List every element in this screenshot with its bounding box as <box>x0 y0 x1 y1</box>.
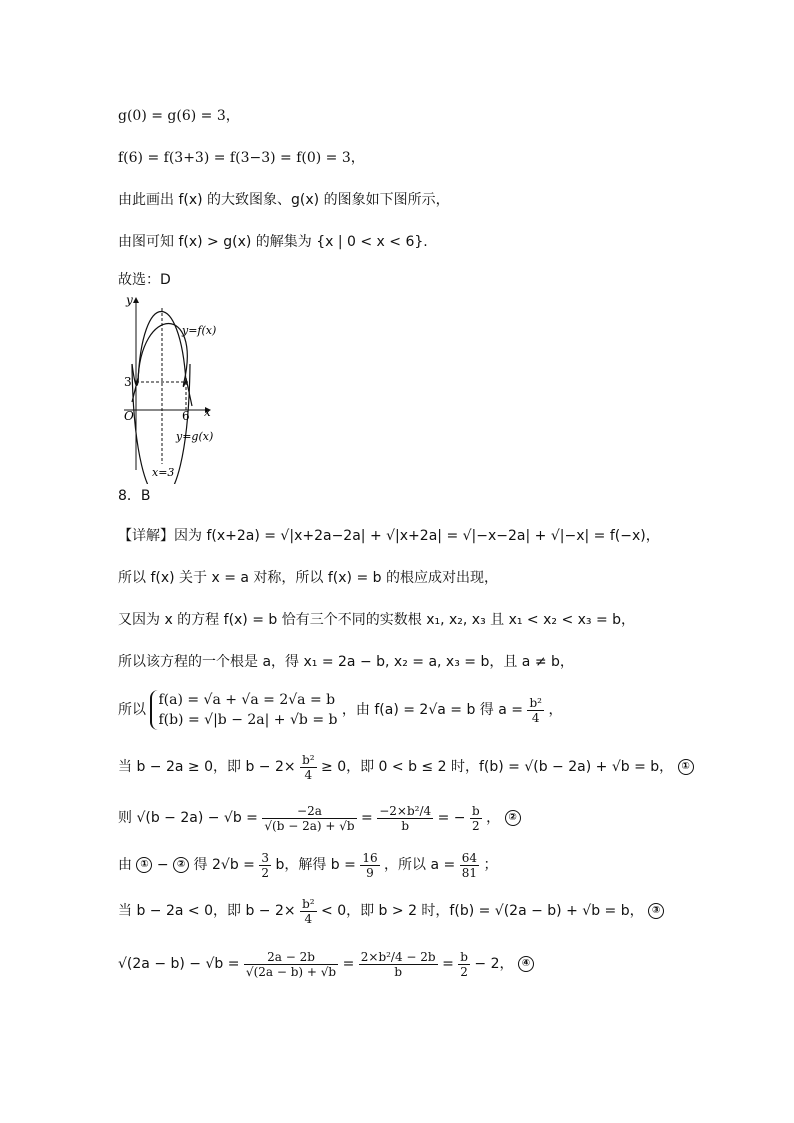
symmetry-label: x=3 <box>152 466 175 479</box>
mark-4: ④ <box>518 956 534 972</box>
mark-2: ② <box>505 810 521 826</box>
line-draw-graph: 由此画出 f(x) 的大致图象、g(x) 的图象如下图所示， <box>118 192 450 208</box>
line-detail: 【详解】因为 f(x+2a) = √|x+2a−2a| + √|x+2a| = √|−x−2a| + √|−x| = f(−x)， <box>118 528 660 544</box>
f-curve-main <box>138 312 186 383</box>
line-derive-4: √(2a − b) − √b = $\frac{2a - 2b}{√(2a - b) + √b}$ = $\frac{\text{2×b²/4 − 2b}}{b}$ = $\frac{b}{2}$ − 2， ④ <box>118 944 534 984</box>
line-system: 所以 f(a) = √a + √a = 2√a = b f(b) = √|b − 2a| + √b = b ，由 f(a) = 2√a = b 得 a = $\frac{\text{b²}}{4}$ ， <box>118 692 563 728</box>
line-case-1: 当 b − 2a ≥ 0，即 b − 2× $\frac{\text{b²}}{4}$ ≥ 0，即 0 < b ≤ 2 时，f(b) = √(b − 2a) + √b = b， ① <box>118 750 694 784</box>
line-answer-d: 故选：D <box>118 272 171 288</box>
tick-3-label: 3 <box>124 375 132 389</box>
fraction-b2-4: $\frac{\text{b²}}{4}$ <box>529 695 542 725</box>
f-label: y=f(x) <box>182 324 217 337</box>
line-solve-b: 由 ① − ② 得 2√b = $\frac{3}{2}$ b，解得 b = $\frac{16}{9}$ ，所以 a = $\frac{64}{81}$ ； <box>118 850 498 880</box>
tick-6-label: 6 <box>182 409 190 423</box>
line-g-values: g(0) = g(6) = 3， <box>118 108 240 124</box>
mark-3: ③ <box>648 903 664 919</box>
line-f-values: f(6) = f(3+3) = f(3−3) = f(0) = 3， <box>118 150 365 166</box>
line-derive-2: 则 √(b − 2a) − √b = $\frac{-2a}{√(b - 2a) + √b}$ = $\frac{\text{−2×b²/4}}{b}$ = − $\frac{b}{2}$ ， ② <box>118 798 521 838</box>
g-label: y=g(x) <box>176 430 214 443</box>
equation-system: f(a) = √a + √a = 2√a = b f(b) = √|b − 2a| + √b = b <box>150 690 337 730</box>
line-symmetry: 所以 f(x) 关于 x = a 对称，所以 f(x) = b 的根应成对出现， <box>118 570 498 586</box>
line-case-2: 当 b − 2a < 0，即 b − 2× $\frac{\text{b²}}{4}$ < 0，即 b > 2 时，f(b) = √(2a − b) + √b = b， ③ <box>118 894 664 928</box>
line-three-roots: 又因为 x 的方程 f(x) = b 恰有三个不同的实数根 x₁, x₂, x₃ 且 x₁ < x₂ < x₃ = b， <box>118 612 636 628</box>
function-graph-figure <box>118 294 228 484</box>
line-solution-set: 由图可知 f(x) > g(x) 的解集为 {x | 0 < x < 6}. <box>118 234 428 250</box>
mark-1: ① <box>678 759 694 775</box>
line-problem-8: 8．B <box>118 488 151 504</box>
line-roots-values: 所以该方程的一个根是 a，得 x₁ = 2a − b, x₂ = a, x₃ = b，且 a ≠ b， <box>118 654 574 670</box>
x-axis-label: x <box>204 405 211 419</box>
y-axis-label: y <box>126 294 133 307</box>
origin-label: O <box>124 409 134 423</box>
